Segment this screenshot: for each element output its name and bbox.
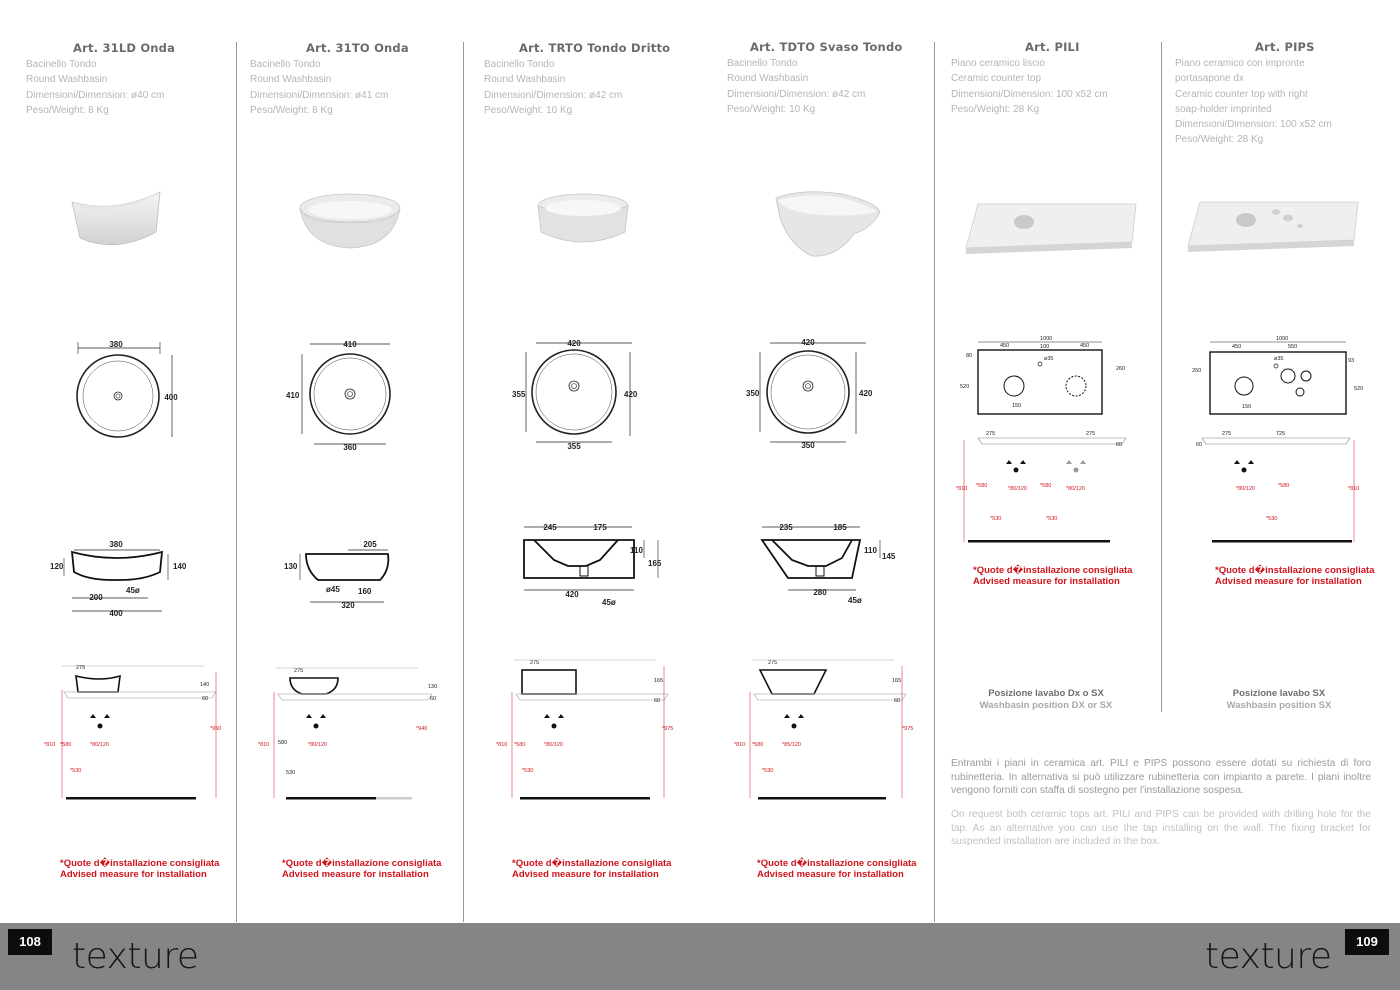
description-paragraph-it: Entrambi i piani in ceramica art. PILI e PIPS possono essere dotati su richiesta di foro rubinetteria. In alternativa si può utilizzare rubinetteria con impianto a parete. I piani inoltre vengono forniti con staffa di sostegno per l'installazione sospesa. xyxy=(951,758,1371,797)
install-note-it: *Quote d�installazione consigliata xyxy=(1215,565,1375,576)
spec-line: Piano ceramico liscio xyxy=(951,58,1045,69)
dim-label: 200 xyxy=(89,593,103,602)
spec-line: Peso/Weight: 8 Kg xyxy=(250,104,333,116)
dim-label: 450 xyxy=(1232,344,1242,350)
dim-label: 410 xyxy=(343,340,357,349)
install-drawing xyxy=(492,654,678,804)
spec-line: Piano ceramico con impronte xyxy=(1175,58,1305,69)
dim-label: 235 xyxy=(779,523,793,532)
install-note-it: *Quote d�installazione consigliata xyxy=(282,858,442,869)
dim-label: *810 xyxy=(1348,486,1360,492)
spec-line: Ceramic counter top with right xyxy=(1175,88,1308,100)
product-specs xyxy=(484,57,622,118)
section-drawing xyxy=(280,536,402,612)
install-note xyxy=(512,858,671,880)
dim-label: *530 xyxy=(990,516,1002,522)
dim-label: 350 xyxy=(746,389,760,398)
dim-label: 550 xyxy=(1288,344,1298,350)
dim-label: 165 xyxy=(648,559,662,568)
position-note-en: Washbasin position SX xyxy=(1226,700,1332,711)
dim-label: 145 xyxy=(882,552,896,561)
section-drawing xyxy=(44,538,194,618)
spec-line: Round Washbasin xyxy=(727,73,809,85)
column-divider xyxy=(1161,42,1162,712)
dim-label: 100 xyxy=(1040,344,1050,350)
position-note-en: Washbasin position DX or SX xyxy=(979,700,1113,711)
dim-label: ø35 xyxy=(1274,356,1284,362)
dim-label: *530 xyxy=(1046,516,1058,522)
position-note-it: Posizione lavabo Dx o SX xyxy=(988,688,1104,699)
install-note-en: Advised measure for installation xyxy=(282,869,429,880)
spec-line: Dimensioni/Dimension: ø42 cm xyxy=(727,88,866,100)
plan-drawing xyxy=(282,336,402,454)
dim-label: 275 xyxy=(1222,431,1232,437)
position-note-it: Posizione lavabo SX xyxy=(1232,688,1326,699)
dim-label: *810 xyxy=(956,486,968,492)
dim-label: 93 xyxy=(1348,358,1355,364)
dim-label: 520 xyxy=(960,384,970,390)
spec-line: Bacinello Tondo xyxy=(727,58,798,69)
dim-label: 260 xyxy=(1192,368,1202,374)
dim-label: 110 xyxy=(630,546,643,555)
dim-label: 120 xyxy=(50,562,64,571)
column-divider xyxy=(934,42,935,922)
section-drawing xyxy=(752,518,906,612)
spec-line: Round Washbasin xyxy=(250,74,332,86)
dim-label: 60 xyxy=(1116,442,1123,448)
dim-label: 725 xyxy=(1276,431,1286,437)
dim-label: *580 xyxy=(1040,483,1052,489)
dim-label: 60 xyxy=(1196,442,1203,448)
product-photo xyxy=(535,190,631,252)
page-number-left: 108 xyxy=(8,929,52,955)
install-note-en: Advised measure for installation xyxy=(973,576,1120,587)
plan-drawing xyxy=(508,334,642,454)
brand-logo-left: texture xyxy=(72,936,199,977)
dim-label: 355 xyxy=(512,390,526,399)
install-note-it: *Quote d�installazione consigliata xyxy=(60,858,220,869)
dim-label: 355 xyxy=(567,442,581,451)
install-note-it: *Quote d�installazione consigliata xyxy=(973,565,1133,576)
product-specs xyxy=(1175,56,1332,148)
dim-label: *940 xyxy=(416,726,428,732)
dim-label: 420 xyxy=(624,390,638,399)
dim-label: *530 xyxy=(70,768,82,774)
dim-label: 130 xyxy=(284,562,298,571)
dim-label: 165 xyxy=(654,678,664,684)
countertop-plan-drawing xyxy=(956,330,1136,550)
product-title: Art. 31TO Onda xyxy=(306,41,409,55)
dim-label: *80/120 xyxy=(1236,486,1255,492)
dim-label: *580 xyxy=(514,742,526,748)
spec-line: Dimensioni/Dimension: 100 x52 cm xyxy=(951,88,1108,100)
dim-label: *810 xyxy=(496,742,508,748)
dim-label: 450 xyxy=(1000,343,1010,349)
dim-label: 400 xyxy=(164,393,178,402)
dim-label: 160 xyxy=(358,587,372,596)
install-note-it: *Quote d�installazione consigliata xyxy=(757,858,917,869)
plan-drawing xyxy=(742,334,876,454)
dim-label: *80/120 xyxy=(1066,486,1085,492)
spec-line: portasapone dx xyxy=(1175,73,1244,85)
dim-label: 580 xyxy=(278,740,288,746)
spec-line: Bacinello Tondo xyxy=(484,59,555,70)
dim-label: 280 xyxy=(813,588,827,597)
dim-label: *810 xyxy=(258,742,270,748)
product-photo xyxy=(1184,200,1362,256)
dim-label: 360 xyxy=(343,443,357,452)
dim-label: 380 xyxy=(109,340,123,349)
spec-line: Ceramic counter top xyxy=(951,73,1042,85)
spec-line: Peso/Weight: 28 Kg xyxy=(951,103,1040,115)
dim-label: 175 xyxy=(593,523,607,532)
product-title: Art. TRTO Tondo Dritto xyxy=(519,41,671,55)
spec-line: Bacinello Tondo xyxy=(250,59,321,70)
dim-label: 410 xyxy=(286,391,300,400)
dim-label: 45ø xyxy=(848,596,862,605)
dim-label: 110 xyxy=(864,546,877,555)
product-photo xyxy=(962,202,1140,256)
dim-label: 150 xyxy=(1242,404,1252,410)
dim-label: 275 xyxy=(1086,431,1096,437)
dim-label: *975 xyxy=(902,726,914,732)
dim-label: *810 xyxy=(44,742,56,748)
install-note-en: Advised measure for installation xyxy=(1215,576,1362,587)
install-note xyxy=(60,858,219,880)
dim-label: 520 xyxy=(1354,386,1364,392)
dim-label: 530 xyxy=(286,770,296,776)
install-note xyxy=(1215,565,1374,587)
dim-label: *530 xyxy=(1266,516,1278,522)
install-note-en: Advised measure for installation xyxy=(512,869,659,880)
install-drawing xyxy=(40,660,226,804)
dim-label: 275 xyxy=(986,431,996,437)
dim-label: 60 xyxy=(654,698,661,704)
dim-label: 60 xyxy=(894,698,901,704)
dim-label: *580 xyxy=(976,483,988,489)
install-note xyxy=(757,858,916,880)
install-note xyxy=(973,565,1132,587)
column-divider xyxy=(463,42,464,922)
dim-label: 320 xyxy=(341,601,355,610)
spec-line: Round Washbasin xyxy=(484,74,566,86)
dim-label: *530 xyxy=(762,768,774,774)
product-specs xyxy=(727,56,865,117)
dim-label: 275 xyxy=(76,665,86,671)
product-photo xyxy=(772,188,884,260)
countertop-plan-drawing xyxy=(1180,330,1370,550)
position-note xyxy=(1200,688,1358,712)
dim-label: 420 xyxy=(859,389,873,398)
spec-line: soap-holder imprinted xyxy=(1175,103,1272,115)
position-note xyxy=(966,688,1126,712)
dim-label: 420 xyxy=(801,338,815,347)
dim-label: 150 xyxy=(1012,403,1022,409)
install-note-it: *Quote d�installazione consigliata xyxy=(512,858,672,869)
install-note xyxy=(282,858,441,880)
install-note-en: Advised measure for installation xyxy=(757,869,904,880)
column-divider xyxy=(236,42,237,922)
page-number-right: 109 xyxy=(1345,929,1389,955)
dim-label: *85/120 xyxy=(782,742,801,748)
product-specs xyxy=(951,56,1108,117)
dim-label: 275 xyxy=(294,668,304,674)
product-photo xyxy=(298,190,402,252)
dim-label: ø45 xyxy=(326,585,340,594)
spec-line: Dimensioni/Dimension: ø42 cm xyxy=(484,89,623,101)
spec-line: Bacinello Tondo xyxy=(26,59,97,70)
install-drawing xyxy=(254,660,440,804)
dim-label: 60 xyxy=(430,696,437,702)
product-title: Art. PIPS xyxy=(1255,40,1315,54)
dim-label: 80 xyxy=(966,353,973,359)
dim-label: 45ø xyxy=(126,586,140,595)
dim-label: *80/120 xyxy=(308,742,327,748)
install-drawing xyxy=(730,654,916,804)
spec-line: Dimensioni/Dimension: ø41 cm xyxy=(250,89,389,101)
dim-label: *580 xyxy=(60,742,72,748)
dim-label: 185 xyxy=(833,523,847,532)
page-footer xyxy=(0,923,1400,990)
dim-label: *950 xyxy=(210,726,222,732)
dim-label: 140 xyxy=(200,682,210,688)
dim-label: *80/120 xyxy=(1008,486,1027,492)
description-paragraph-en: On request both ceramic tops art. PILI and PIPS can be provided with drilling hole for the tap. As an alternative you can use the tap installing on the wall. The fixing bracket for suspended installation are included in the box. xyxy=(951,809,1371,848)
product-title: Art. 31LD Onda xyxy=(73,41,176,55)
spec-line: Dimensioni/Dimension: 100 x52 cm xyxy=(1175,119,1332,131)
brand-logo-right: texture xyxy=(1205,936,1332,977)
dim-label: 165 xyxy=(892,678,902,684)
dim-label: 420 xyxy=(567,339,581,348)
dim-label: 420 xyxy=(565,590,579,599)
install-note-en: Advised measure for installation xyxy=(60,869,207,880)
dim-label: 450 xyxy=(1080,343,1090,349)
product-title: Art. PILI xyxy=(1025,40,1080,54)
dim-label: *580 xyxy=(1278,483,1290,489)
dim-label: 60 xyxy=(202,696,209,702)
spec-line: Dimensioni/Dimension: ø40 cm xyxy=(26,89,165,101)
dim-label: 275 xyxy=(768,660,778,666)
spec-line: Peso/Weight: 10 Kg xyxy=(484,104,573,116)
dim-label: 400 xyxy=(109,609,123,618)
dim-label: 245 xyxy=(543,523,557,532)
product-photo xyxy=(66,188,166,258)
dim-label: *580 xyxy=(752,742,764,748)
dim-label: ø35 xyxy=(1044,356,1054,362)
product-specs xyxy=(250,57,388,118)
dim-label: 130 xyxy=(428,684,438,690)
dim-label: *810 xyxy=(734,742,746,748)
dim-label: 260 xyxy=(1116,366,1126,372)
spec-line: Peso/Weight: 28 Kg xyxy=(1175,134,1264,146)
product-specs xyxy=(26,57,164,118)
dim-label: *530 xyxy=(522,768,534,774)
spec-line: Peso/Weight: 8 Kg xyxy=(26,104,109,116)
dim-label: *975 xyxy=(662,726,674,732)
plan-drawing xyxy=(72,338,182,440)
dim-label: 350 xyxy=(801,441,815,450)
dim-label: 1000 xyxy=(1040,336,1053,342)
dim-label: 275 xyxy=(530,660,540,666)
dim-label: 380 xyxy=(109,540,123,549)
dim-label: 1000 xyxy=(1276,336,1289,342)
dim-label: *80/120 xyxy=(90,742,109,748)
dim-label: *80/120 xyxy=(544,742,563,748)
dim-label: 140 xyxy=(173,562,187,571)
dim-label: 45ø xyxy=(602,598,616,607)
spec-line: Round Washbasin xyxy=(26,74,108,86)
dim-label: 205 xyxy=(363,540,377,549)
section-drawing xyxy=(512,518,666,612)
product-title: Art. TDTO Svaso Tondo xyxy=(750,40,903,54)
spec-line: Peso/Weight: 10 Kg xyxy=(727,103,816,115)
